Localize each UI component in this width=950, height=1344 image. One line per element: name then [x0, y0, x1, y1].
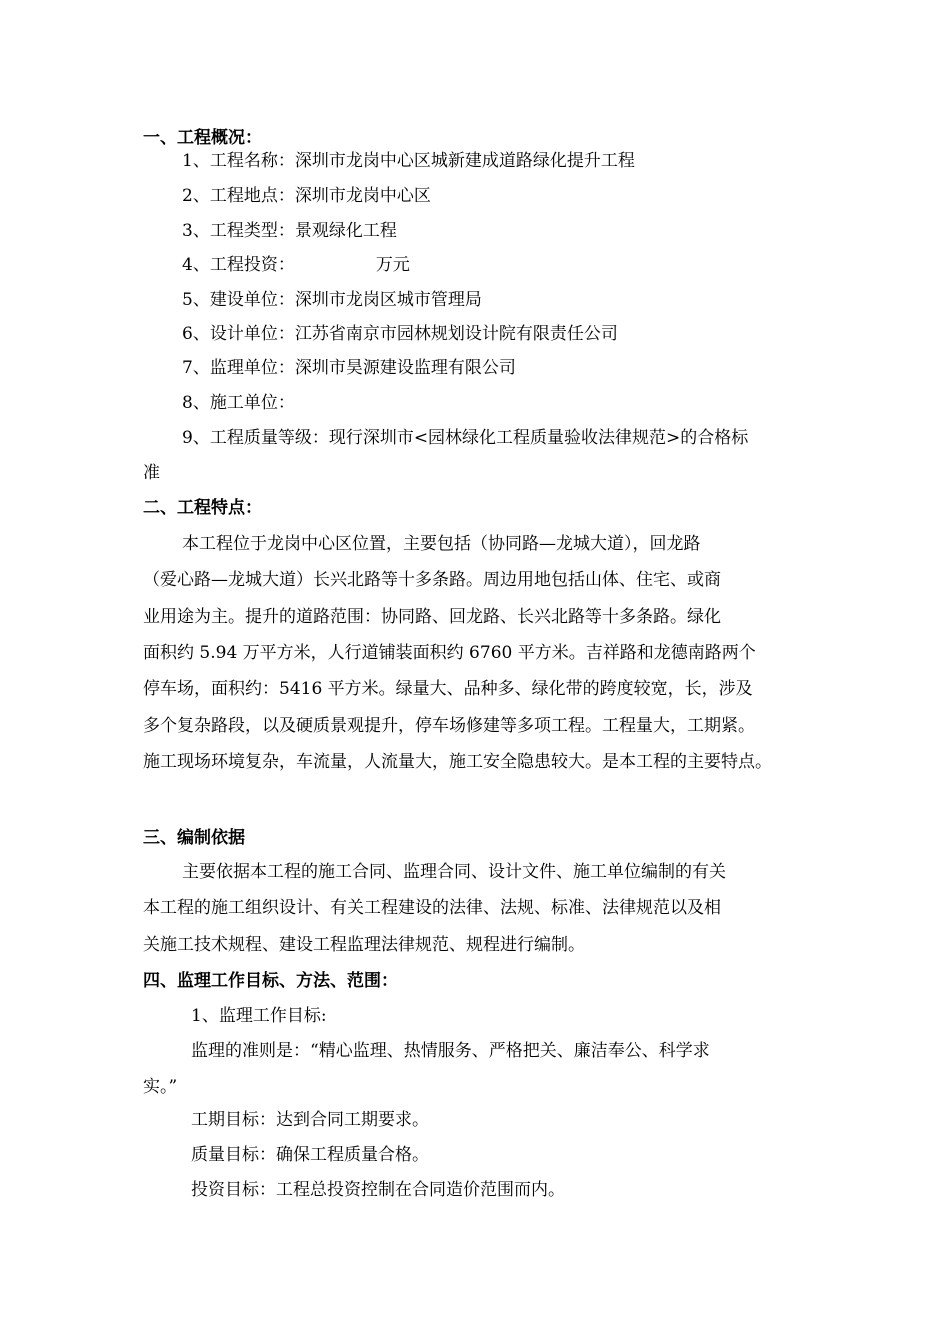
- overview-item-contractor: 8、施工单位：: [182, 393, 295, 413]
- section-heading-objectives: 四、监理工作目标、方法、范围：: [143, 971, 398, 991]
- features-paragraph-line: （爱心路—龙城大道）长兴北路等十多条路。周边用地包括山体、住宅、或商: [143, 570, 721, 590]
- basis-paragraph-line: 主要依据本工程的施工合同、监理合同、设计文件、施工单位编制的有关: [182, 862, 726, 882]
- features-paragraph-line: 业用途为主。提升的道路范围：协同路、回龙路、长兴北路等十多条路。绿化: [143, 607, 721, 627]
- section-heading-overview: 一、工程概况：: [143, 128, 262, 148]
- basis-paragraph-line: 本工程的施工组织设计、有关工程建设的法律、法规、标准、法律规范以及相: [143, 898, 721, 918]
- basis-paragraph-line: 关施工技术规程、建设工程监理法律规范、规程进行编制。: [143, 935, 585, 955]
- section-heading-basis: 三、编制依据: [143, 828, 245, 848]
- overview-item-quality-cont: 准: [143, 463, 160, 483]
- features-paragraph-line: 面积约 5.94 万平方米，人行道铺装面积约 6760 平方米。吉祥路和龙德南路两个: [143, 643, 756, 663]
- overview-item-investment: 4、工程投资： 万元: [182, 255, 410, 275]
- overview-item-quality: 9、工程质量等级：现行深圳市<园林绿化工程质量验收法律规范>的合格标: [182, 428, 749, 448]
- overview-item-location: 2、工程地点：深圳市龙岗中心区: [182, 186, 431, 206]
- overview-item-owner: 5、建设单位：深圳市龙岗区城市管理局: [182, 290, 482, 310]
- features-paragraph-line: 停车场，面积约：5416 平方米。绿量大、品种多、绿化带的跨度较宽，长，涉及: [143, 679, 753, 699]
- objectives-subheading: 1、监理工作目标:: [191, 1006, 327, 1026]
- overview-item-name: 1、工程名称：深圳市龙岗中心区城新建成道路绿化提升工程: [182, 151, 635, 171]
- section-heading-features: 二、工程特点：: [143, 498, 262, 518]
- objectives-investment: 投资目标：工程总投资控制在合同造价范围而内。: [191, 1180, 565, 1200]
- overview-item-type: 3、工程类型：景观绿化工程: [182, 221, 397, 241]
- features-paragraph-line: 施工现场环境复杂，车流量，人流量大，施工安全隐患较大。是本工程的主要特点。: [143, 752, 772, 772]
- objectives-quality: 质量目标：确保工程质量合格。: [191, 1145, 429, 1165]
- objectives-schedule: 工期目标：达到合同工期要求。: [191, 1110, 429, 1130]
- overview-item-designer: 6、设计单位：江苏省南京市园林规划设计院有限责任公司: [182, 324, 618, 344]
- objectives-principle-cont: 实。”: [143, 1077, 178, 1097]
- objectives-principle: 监理的准则是：“精心监理、热情服务、严格把关、廉洁奉公、科学求: [191, 1041, 710, 1061]
- overview-item-supervisor: 7、监理单位：深圳市昊源建设监理有限公司: [182, 358, 516, 378]
- features-paragraph-line: 多个复杂路段，以及硬质景观提升，停车场修建等多项工程。工程量大，工期紧。: [143, 716, 755, 736]
- features-paragraph-line: 本工程位于龙岗中心区位置，主要包括（协同路—龙城大道），回龙路: [182, 534, 701, 554]
